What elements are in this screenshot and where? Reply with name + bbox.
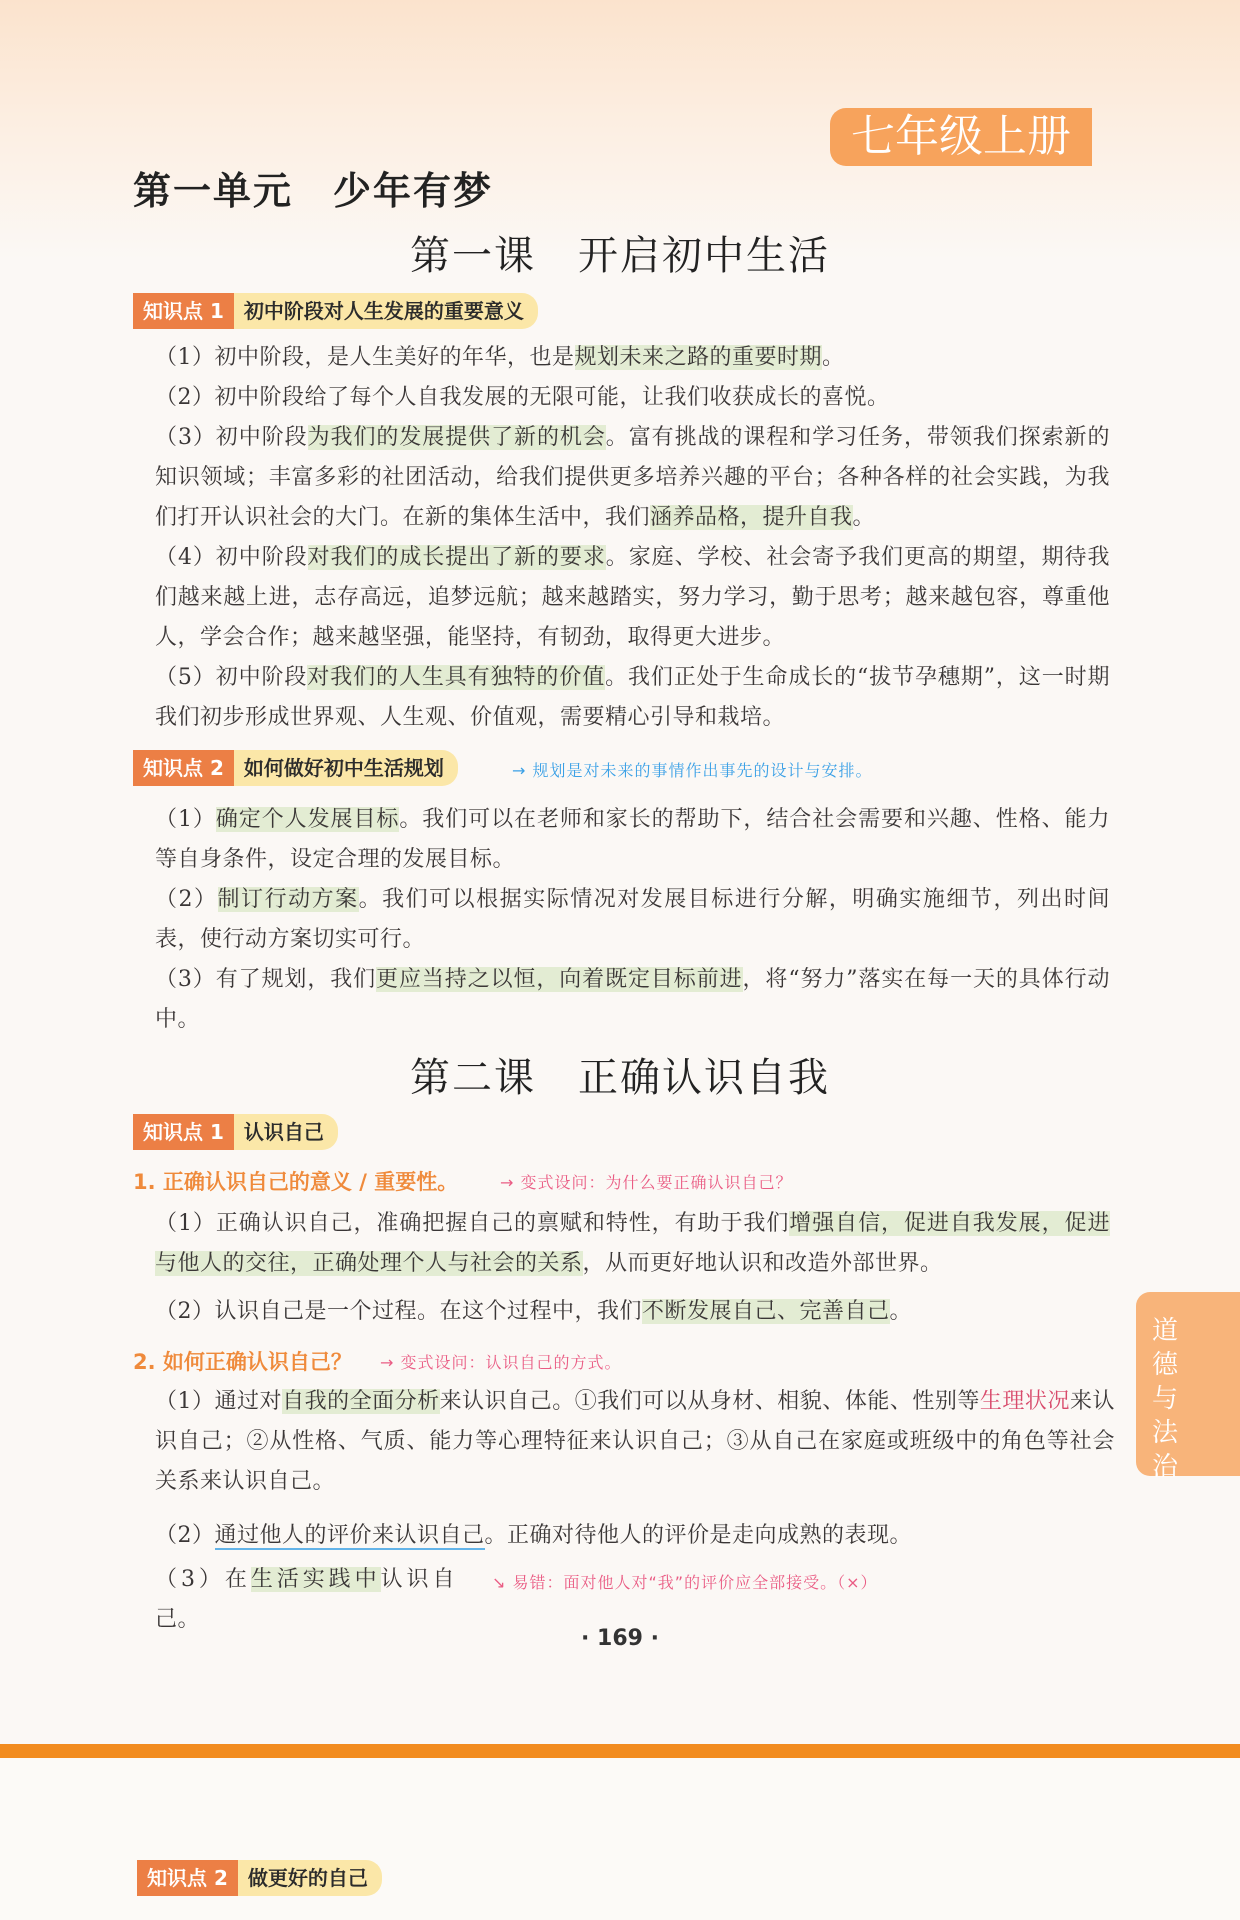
annotation-note: → 规划是对未来的事情作出事先的设计与安排。 (512, 761, 873, 780)
text: ，从而更好地认识和改造外部世界。 (582, 1251, 943, 1276)
text: （2） (155, 887, 218, 912)
highlight: 对我们的人生具有独特的价值 (307, 665, 606, 690)
paragraph (155, 1292, 1110, 1332)
highlight: 规划未来之路的重要时期 (574, 345, 823, 370)
highlight: 不断发展自己、完善自己 (642, 1299, 890, 1324)
page-number: · 169 · (581, 1626, 659, 1651)
text: （3）在 (155, 1567, 251, 1592)
kp-number: 知识点 2 (133, 750, 234, 786)
highlight: 为我们的发展提供了新的机会 (307, 425, 606, 450)
kp-title: 认识自己 (234, 1114, 338, 1150)
kp-number: 知识点 1 (133, 293, 234, 329)
highlight: 更应当持之以恒，向着既定目标前进 (376, 967, 743, 992)
paragraph (155, 960, 1110, 1040)
text: 。富有挑战的课程和学习任务，带领我们探索新的知识领域；丰富多彩的社团活动，给我们提供更多培养兴趣的平台；各种各样的社会实践，为我们打开认识社会的大门。在新的集体生活中，我们 (155, 425, 1110, 530)
red-highlight: 生理状况 (979, 1389, 1070, 1414)
sub-heading: 2. 如何正确认识自己？ (133, 1350, 352, 1374)
text: 。我们正处于生命成长的“拔节孕穗期”，这一时期我们初步形成世界观、人生观、价值观，需要精心引导和栽培。 (155, 665, 1111, 730)
knowledge-point-header (137, 1860, 382, 1896)
text: 。 (889, 1299, 913, 1324)
knowledge-point-header (133, 293, 538, 329)
text: 。 (852, 505, 876, 530)
lesson-title-1: 第一课 开启初中生活 (410, 233, 830, 279)
text: （5）初中阶段 (155, 665, 308, 690)
annotation-note: → 变式设问：为什么要正确认识自己？ (500, 1173, 793, 1192)
subject-side-tab (1136, 1292, 1240, 1482)
highlight: 确定个人发展目标 (215, 807, 400, 832)
text: 。家庭、学校、社会寄予我们更高的期望，期待我们越来越上进，志存高远，追梦远航；越来越踏实，努力学习，勤于思考；越来越包容，尊重他人，学会合作；越来越坚强，能坚持，有韧劲，取得更大进步。 (155, 545, 1110, 650)
paragraph (155, 880, 1110, 960)
text: 来认识自己；②从性格、气质、能力等心理特征来认识自己；③从自己在家庭或班级中的角色等社会关系来认识自己。 (155, 1389, 1115, 1494)
paragraph (155, 338, 1110, 378)
text: 认识自己。 (155, 1567, 455, 1632)
text: 。 (822, 345, 845, 370)
text: （1）初中阶段，是人生美好的年华，也是 (155, 345, 575, 370)
paragraph (155, 418, 1110, 538)
text: （4）初中阶段 (155, 545, 308, 570)
highlight: 增强自信，促进自我发展，促进与他人的交往，正确处理个人与社会的关系 (155, 1211, 1110, 1276)
text: （1）通过对 (155, 1389, 283, 1414)
annotation-note: ↘ 易错：面对他人对“我”的评价应全部接受。（×） (492, 1573, 878, 1592)
knowledge-point-header (133, 750, 458, 786)
highlight: 自我的全面分析 (282, 1389, 440, 1414)
sub-heading: 1. 正确认识自己的意义 / 重要性。 (133, 1170, 459, 1194)
text: （3）有了规划，我们 (155, 967, 377, 992)
paragraph (155, 1204, 1110, 1284)
knowledge-point-header (133, 1114, 338, 1150)
subject-label: 道德与法治 (1152, 1316, 1179, 1482)
text: （1）正确认识自己，准确把握自己的禀赋和特性，有助于我们 (155, 1211, 790, 1236)
paragraph (155, 538, 1110, 658)
text: 来认识自己。①我们可以从身材、相貌、体能、性别等 (439, 1389, 980, 1414)
text: （1） (155, 807, 216, 832)
kp-title: 初中阶段对人生发展的重要意义 (234, 293, 538, 329)
text: （2）认识自己是一个过程。在这个过程中，我们 (155, 1299, 642, 1324)
unit-title: 第一单元 少年有梦 (133, 169, 494, 213)
paragraph (155, 1516, 1110, 1556)
page-divider (0, 1744, 1240, 1758)
kp-number: 知识点 2 (137, 1860, 238, 1896)
paragraph (155, 1382, 1115, 1502)
lesson-title-2: 第二课 正确认识自我 (410, 1055, 830, 1101)
kp-number: 知识点 1 (133, 1114, 234, 1150)
underline: 通过他人的评价来认识自己 (214, 1523, 485, 1548)
kp-title: 做更好的自己 (238, 1860, 382, 1896)
grade-tab: 七年级上册 (830, 108, 1092, 166)
highlight: 对我们的成长提出了新的要求 (307, 545, 606, 570)
text: 。正确对待他人的评价是走向成熟的表现。 (484, 1523, 913, 1548)
highlight: 制订行动方案 (217, 887, 359, 912)
text: ，将“努力”落实在每一天的具体行动中。 (155, 967, 1110, 1032)
text: （2） (155, 1523, 215, 1548)
annotation-note: → 变式设问：认识自己的方式。 (380, 1353, 622, 1372)
text: 。我们可以根据实际情况对发展目标进行分解，明确实施细节，列出时间表，使行动方案切实可行。 (155, 887, 1110, 952)
paragraph (155, 800, 1110, 880)
paragraph (155, 378, 1110, 418)
paragraph (155, 658, 1110, 738)
kp-title: 如何做好初中生活规划 (234, 750, 458, 786)
text: 。我们可以在老师和家长的帮助下，结合社会需要和兴趣、性格、能力等自身条件，设定合理的发展目标。 (155, 807, 1110, 872)
highlight: 涵养品格，提升自我 (650, 505, 853, 530)
highlight: 生活实践中 (250, 1567, 381, 1592)
text: （2）初中阶段给了每个人自我发展的无限可能，让我们收获成长的喜悦。 (155, 385, 890, 410)
text: （3）初中阶段 (155, 425, 308, 450)
